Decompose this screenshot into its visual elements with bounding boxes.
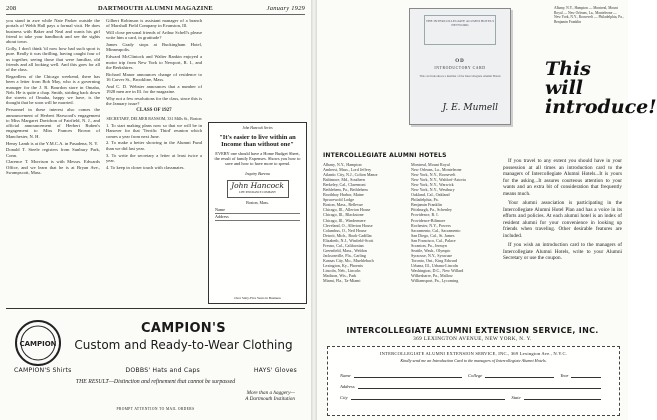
hotel-entry: New Orleans, La., Monteleone	[411, 167, 462, 173]
hotel-entry: Urbana, Ill., Urbana-Lincoln	[411, 262, 458, 268]
campion-title: CAMPION'S	[141, 321, 226, 336]
tagline-line: More than a haggery—	[246, 390, 295, 396]
paragraph: Regardless of the Chicago weekend, there has been a letter from Bob May, who is a governing manager for the J. R. Bourdon store in Omaha, Neb. He is quite a chap. Smith, striding back down the streets of Omaha, happy we have, is the thought that he soon will be married.	[6, 73, 100, 106]
hotel-entry: New York, N.Y., Roosevelt	[411, 172, 456, 178]
tagline-line: A Dartmouth Institution	[245, 396, 295, 402]
college-field[interactable]	[485, 370, 554, 378]
college-label: College	[468, 373, 483, 378]
paragraph: 2. To make a better showing in the Alumni Fund than we did last year.	[106, 140, 202, 151]
hotel-entry: Washington, D.C., New Willard	[411, 267, 464, 273]
paragraph: If you wish an introduction card to the managers of Intercollegiate Alumni Hotels, write to your Alumni Secretary or use the coupon.	[503, 242, 622, 261]
paragraph: you stand in awe while Nate Parker outside the portals of Webb Hall pays a formal visit. He does business with Baker and Neal and wants his girl friend to take your handbook and see the sights about town.	[6, 18, 100, 45]
address-label: Address	[340, 384, 355, 389]
hotel-entry: Montreal, Mount Royal	[411, 162, 450, 167]
hotel-entry: Cleveland, O., Allerton House	[323, 222, 373, 228]
hotel-entry: Atlantic City, N.J., Colton Manor	[323, 172, 378, 178]
paragraph: If you travel to any extent you should have in your possession at all times an introduction card to the managers of Intercollegiate Alumni Hotels...It is yours for the asking...It assures courteous attention to your wants and an extra bit of consideration that frequently means much.	[503, 158, 622, 197]
hotel-entry: Providence, R. I.	[411, 212, 439, 218]
ad-series: John Hancock Series	[242, 126, 273, 130]
campion-logo-text: CAMPION	[19, 340, 57, 348]
coupon-header: INTERCOLLEGIATE ALUMNI EXTENSION SERVICE, INC., 369 Lexington Ave., N.Y.C.	[379, 351, 568, 356]
paragraph: Golly, I don't think 'til now how bad such sport is pure. Really it was thrilling, having caught four of us together, seeing those that were familiar, old friends and all looking well. And this goes for all of the class.	[6, 45, 100, 73]
hotel-entry: San Diego, Cal., St. James	[411, 232, 455, 238]
hotel-entry: Sacramento, Cal., Sacramento	[411, 227, 461, 233]
hancock-logo	[227, 180, 289, 198]
hotel-entry: Philadelphia, Pa.	[411, 197, 439, 203]
campion-subtitle: Custom and Ready-to-Wear Clothing	[74, 338, 293, 352]
hotel-entry: Wilkesbarre, Pa., Mallow	[411, 273, 453, 279]
page-number: 208	[6, 5, 17, 12]
paragraph: James Grady stops at Buckingham Hotel, Minneapolis.	[106, 42, 202, 53]
hotel-entry: Detroit, Mich., Book-Cadillac	[323, 232, 373, 238]
right-page	[317, 0, 657, 420]
class-secretary: SECRETARY, DELMER RANSOM, 331 Mills St., Boston	[106, 115, 202, 121]
hotel-entry: Jacksonville, Fla., Carling	[323, 252, 366, 258]
hotel-entry: Providence-Biltmore	[411, 217, 446, 223]
hotel-entry: Amherst, Mass., Lord Jeffery	[323, 167, 372, 173]
campion-result: THE RESULT—Distinction and refinement that cannot be surpassed	[75, 379, 236, 385]
state-label: State	[511, 395, 521, 400]
ad-field-name[interactable]	[215, 207, 300, 214]
campion-products	[14, 367, 297, 374]
hotel-entry: Albany, N.Y., Hampton	[323, 162, 362, 167]
ad-title: "It's easier to live within an Income than without one"	[219, 134, 296, 148]
paragraph: Gilbert Robinson is assistant manager of a branch of Marshall Field Company in Evanston, Ill.	[106, 18, 202, 29]
hotel-entry: Benjamin Franklin	[411, 202, 442, 208]
hotel-entry: Boothbay Harbor, Maine	[323, 192, 364, 198]
hotel-entry: New York, N.Y., Waldorf-Astoria	[411, 177, 466, 183]
city-field[interactable]	[351, 392, 506, 400]
hotel-entry: Chicago, Ill., Windermere	[323, 217, 366, 223]
name-label: Name	[340, 373, 351, 378]
paragraph: Donald T. Steele registers from Sunbury Park, Conn.	[6, 147, 100, 158]
running-head	[6, 5, 305, 15]
promo-body	[503, 158, 622, 265]
article-column-2	[106, 18, 202, 304]
hotel-entry: Columbus, O., Neil House	[323, 227, 367, 233]
paragraph: 4. To keep in closer touch with classmates.	[106, 164, 185, 170]
card-text: This card introduces a member of the Intercollegiate Alumni Hotels	[419, 74, 501, 78]
paragraph: 1. To start making plans now so that we will be in Hanover for that 'Terrific Third' reunion which comes a year from next June.	[106, 123, 202, 139]
hotel-entry: Lincoln, Neb., Lincoln	[323, 267, 361, 273]
headline: This will introduce!	[545, 58, 657, 118]
year-label: Year	[560, 373, 569, 378]
campion-mail-orders: PROMPT ATTENTION TO MAIL ORDERS	[116, 407, 195, 411]
hotel-entry: Berkeley, Cal., Claremont	[323, 182, 366, 188]
hotel-entry: Toronto, Ont., King Edward	[411, 257, 458, 263]
article-column-1	[6, 18, 100, 304]
paragraph: 3. To write the secretary a letter at least twice a year.	[106, 152, 202, 163]
hotel-entry: Sprucewold Lodge	[323, 197, 355, 203]
hotel-entry: Bethlehem, Pa., Bethlehem	[323, 187, 368, 193]
hotel-entry: Seattle, Wash., Olympic	[411, 247, 451, 253]
hotel-entry: Scranton, Pa., Jermyn	[411, 242, 447, 248]
hotel-entry: Greenfield, Mass., Weldon	[323, 247, 367, 253]
campion-logo-icon	[14, 319, 62, 367]
card-od: OD	[455, 59, 465, 64]
card-label: INTRODUCTORY CARD	[434, 66, 486, 70]
ad-text: EVERY one should have a Home Budget Sheet, the result of family Expenses. Shows you how to save and how to have more to spend.	[214, 151, 301, 166]
issue-date: January 1929	[266, 5, 305, 12]
hotel-entry: Baltimore, Md., Southern	[323, 177, 365, 183]
hancock-logo-text: John Hancock	[231, 181, 284, 190]
paragraph: Will close personal friends of Arthur Schell's please write him a card, in gratitude?	[106, 30, 202, 41]
hotel-entry: Pittsburgh, Pa., Schenley	[411, 207, 452, 213]
class-heading: CLASS OF 1927	[136, 108, 172, 114]
hotel-list	[323, 162, 495, 283]
hotel-entry: Lexington, Ky., Phoenix	[323, 262, 364, 268]
paragraph: Henry Lamb is at the Y.M.C.A. in Pasadena, N. Y.	[6, 140, 99, 146]
hancock-logo-sub: LIFE INSURANCE COMPANY	[238, 191, 277, 194]
service-address: 369 LEXINGTON AVENUE, NEW YORK, N. Y.	[413, 336, 532, 342]
card-banner: THE INTERCOLLEGIATE ALUMNI HOTELS NETWORK	[424, 15, 496, 45]
hotel-entry: Rochester, N.Y., Powers	[411, 222, 451, 228]
campion-ad	[6, 308, 305, 417]
ad-city: Boston, Mass.	[246, 200, 269, 205]
campion-tagline	[245, 390, 295, 402]
hotel-entry: New York, N.Y., Westbury	[411, 187, 455, 193]
hotel-entry: Boston, Mass., Bellevue	[323, 202, 363, 208]
card-signature: J. E. Mumell	[442, 103, 498, 113]
inquiry-bureau: Inquiry Bureau	[245, 171, 270, 176]
ad-field-label: Address	[215, 214, 229, 219]
hotel-entry: San Francisco, Cal., Palace	[411, 237, 456, 243]
ad-coupon-fields	[209, 205, 306, 223]
hotels-title: INTERCOLLEGIATE ALUMNI HOTELS	[323, 152, 447, 159]
address-field[interactable]	[358, 381, 601, 389]
hotel-list-column	[411, 162, 495, 283]
introductory-card-image	[409, 8, 511, 125]
city-label: City	[340, 395, 348, 400]
paragraph: Clarence T. Morrison is with Messrs. Edwards Office, and we learn that he is at Bryan Ave., Swampscott, Mass.	[6, 159, 100, 176]
ad-field-label: Name	[215, 207, 225, 212]
coupon-fields	[340, 367, 607, 400]
state-field[interactable]	[524, 392, 601, 400]
hotel-entry: Williamsport, Pa., Lycoming	[411, 278, 459, 284]
service-name: INTERCOLLEGIATE ALUMNI EXTENSION SERVICE, INC.	[346, 326, 599, 335]
john-hancock-ad	[208, 122, 307, 304]
paragraph: Your alumni association is participating in the Intercollegiate Alumni Hotel Plan and has a voice in its efforts and policies. At each alumni hotel is an index of resident alumni for your convenience in looking up friends when traveling. Other desirable features are included.	[503, 200, 622, 239]
paragraph: Personnel in these interest also comes the announcement of Herbert Harwood's engagement to Miss Margaret Davidson of Fairfield, N. J., and official announcement of Herbert Ruben's engagement to Miss Frances Brown of Manchester, N. H.	[6, 107, 100, 139]
left-page	[0, 0, 311, 420]
campion-product: CAMPION'S Shirts	[14, 367, 72, 374]
hotel-directory-snippet: Albany, N.Y., Hampton — Montreal, Mount Royal — New Orleans, La., Monteleone — New York, N.Y., Roosevelt — Philadelphia, Pa., Benjamin Franklin	[554, 6, 624, 24]
request-coupon	[327, 346, 620, 416]
hotel-entry: Madison, Wis., Park	[323, 273, 357, 279]
hotel-entry: Chicago, Ill., Allerton House	[323, 207, 371, 213]
campion-product: DOBBS' Hats and Caps	[125, 367, 200, 374]
hotel-entry: Chicago, Ill., Blackstone	[323, 212, 364, 218]
hotel-entry: Miami, Fla., Ta-Miami	[323, 278, 361, 284]
magazine-title: DARTMOUTH ALUMNI MAGAZINE	[98, 5, 213, 12]
name-field[interactable]	[354, 370, 462, 378]
paragraph: Richard Manor announces change of residence to 16 Carver St., Brookline, Mass.	[106, 71, 202, 82]
paragraph: Why not a few resolutions for the class, since this is the January issue?	[106, 95, 202, 107]
hotel-entry: Kansas City, Mo., Muehlebach	[323, 257, 374, 263]
hotel-list-column	[323, 162, 407, 283]
hotel-entry: Fresno, Cal., Californian	[323, 242, 364, 248]
hotel-entry: Syracuse, N.Y., Syracuse	[411, 252, 453, 258]
hotel-entry: Oakland, Cal., Oakland	[411, 192, 450, 198]
campion-product: HAYS' Gloves	[253, 367, 297, 374]
paragraph: And C. D. Webster announces that a number of 1928 men are in Ill. for the magazine.	[106, 83, 202, 95]
ad-footer: Over Sixty-Five Years in Business	[234, 296, 281, 300]
hotel-entry: New York, N.Y., Warwick	[411, 182, 454, 188]
year-field[interactable]	[571, 370, 601, 378]
ad-field-address[interactable]	[215, 214, 300, 221]
paragraph: Edward McClintock and Walter Rankin enjoyed a motor trip from New York to Newport, R. I., and the Berkshires.	[106, 54, 202, 70]
hotel-entry: Elizabeth, N.J., Winfield-Scott	[323, 237, 374, 243]
coupon-subtitle: Kindly send me an Introduction Card to the managers of Intercollegiate Alumni Hotels.	[400, 358, 547, 363]
